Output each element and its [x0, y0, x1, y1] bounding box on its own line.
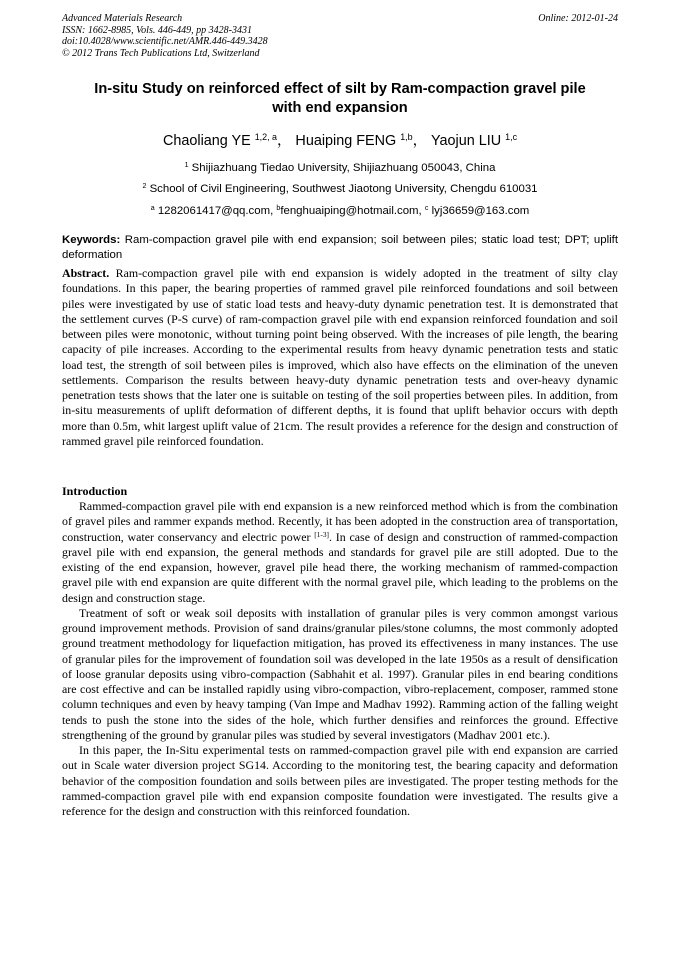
keywords-text: Ram-compaction gravel pile with end expansion; soil between piles; static load test; DPT; uplift deformation — [62, 234, 618, 261]
email-mark: a — [150, 205, 155, 213]
affiliation-text: Shijiazhuang Tiedao University, Shijiazhuang 050043, China — [191, 162, 496, 174]
affiliation-1 — [62, 160, 618, 176]
abstract-text: Ram-compaction gravel pile with end expansion is widely adopted in the treatment of silty clay foundations. In this paper, the bearing properties of rammed gravel pile reinforced foundations and soil between piles were investigated by use of static load tests and heavy-duty dynamic penetration test. It is demonstrated that the settlement curves (P-S curve) of ram-compaction gravel pile with end expansion reinforced foundation and soil between piles were monotonic, without turning point being observed. With the increases of pile length, the bearing capacity of pile increases. According to the experimental results from heavy dynamic penetration tests and static load test, the strength of soil between piles is improved, which also have effects on the elimination of the uneven settlements. Comparison the results between heavy-duty dynamic penetration tests and over-heavy dynamic penetration tests shows that the later one is suitable on testing of the soil properties between piles. In addition, from in-situ measurements of uplift deformation of different depths, it is found that uplift behavior occurs with depth more than 0.5m, whit largest uplift value of 21cm. The result provides a reference for the design and construction of rammed gravel pile reinforced foundation. — [62, 266, 618, 448]
paper-title — [62, 80, 618, 118]
journal-header — [62, 13, 618, 59]
paragraph-text: . In case of design and construction of rammed-compaction gravel pile with end expansion, the general methods and standards for gravel pile are still adopted. Due to the existing of the end expansion, however, gravel pile head there, the working mechanism of rammed-compaction gravel pile with end expansion are quite different with the normal gravel pile, which leading to the problems on the design and construction stage. — [62, 529, 618, 605]
paragraph-text: Rammed-compaction gravel pile with end expansion is a new reinforced method which is from the combination of gravel piles and rammer expands method. Recently, it has been adopted in the construction area of transportation, construction, water conservancy and electric power — [62, 499, 618, 544]
issn-line: ISSN: 1662-8985, Vols. 446-449, pp 3428-3431 — [62, 24, 252, 36]
author-name: Huaiping FENG — [295, 133, 397, 149]
keywords-label: Keywords: — [62, 234, 121, 246]
title-line-2: with end expansion — [272, 100, 408, 116]
affiliation-2 — [62, 181, 618, 197]
author-name: Chaoliang YE — [162, 133, 251, 149]
keywords-block — [62, 233, 618, 262]
online-date: Online: 2012-01-24 — [538, 13, 618, 24]
paragraph — [62, 499, 618, 606]
author-separator: ， — [412, 133, 427, 149]
paragraph: In this paper, the In-Situ experimental tests on rammed-compaction gravel pile with end expansion are carried out in Scale water diversion project SG14. According to the monitoring test, the bearing capacity and deformation behavior of the composition foundation and soils between piles are investigated. The proper testing methods for the rammed-compaction gravel pile with end expansion composite foundation were investigated. The results give a reference for the design and construction with this reinforced foundation. — [62, 743, 618, 818]
email-text: fenghuaiping@hotmail.com, — [280, 205, 425, 217]
journal-name: Advanced Materials Research — [62, 13, 183, 24]
email-mark: b — [276, 205, 281, 213]
citation-ref: [1-3] — [314, 529, 330, 539]
section-heading: Introduction — [62, 484, 128, 498]
email-mark: c — [424, 205, 429, 213]
abstract-block — [62, 266, 618, 449]
email-text: 1282061417@qq.com, — [157, 205, 277, 217]
author-affiliation-mark: 1,2, a — [254, 132, 278, 143]
email-line — [62, 203, 618, 219]
affiliation-text: School of Civil Engineering, Southwest Jiaotong University, Chengdu 610031 — [149, 183, 538, 195]
copyright-line: © 2012 Trans Tech Publications Ltd, Switzerland — [62, 47, 260, 59]
title-line-1: In-situ Study on reinforced effect of silt by Ram-compaction gravel pile — [94, 81, 586, 97]
author-list — [62, 131, 618, 151]
author-affiliation-mark: 1,c — [505, 132, 518, 143]
paragraph: Treatment of soft or weak soil deposits with installation of granular piles is very common amongst various ground improvement methods. Provision of sand drains/granular piles/stone columns, the most commonly adopted ground treatment methodology for liquefaction mitigation, has proved its effectiveness in many instances. The use of granular piles for the improvement of foundation soil was developed in the late 1950s as a result of densification of loose granular deposits using vibro-compaction (Sabhahit et al. 1997). Granular piles in end bearing conditions are cost effective and can be installed rapidly using vibro-compaction, vibro-replacement, composer, rammed stone column techniques and even by heavy tamping (Van Impe and Madhav 1992). Ramming action of the falling weight tends to push the stone into the sides of the hole, which further densifies and reinforces the ground. Effective strengthening of the ground by granular piles was studied by several investigators (Madhav 2001 etc.). — [62, 605, 618, 742]
author-separator: ， — [277, 133, 292, 149]
affiliation-mark: 1 — [184, 162, 189, 170]
author-affiliation-mark: 1,b — [400, 132, 413, 143]
abstract-label: Abstract. — [62, 266, 110, 280]
author-name: Yaojun LIU — [431, 133, 502, 149]
email-text: lyj36659@163.com — [431, 205, 530, 217]
introduction-body — [62, 499, 618, 819]
affiliation-mark: 2 — [142, 183, 147, 191]
doi-line: doi:10.4028/www.scientific.net/AMR.446-449.3428 — [62, 36, 268, 47]
